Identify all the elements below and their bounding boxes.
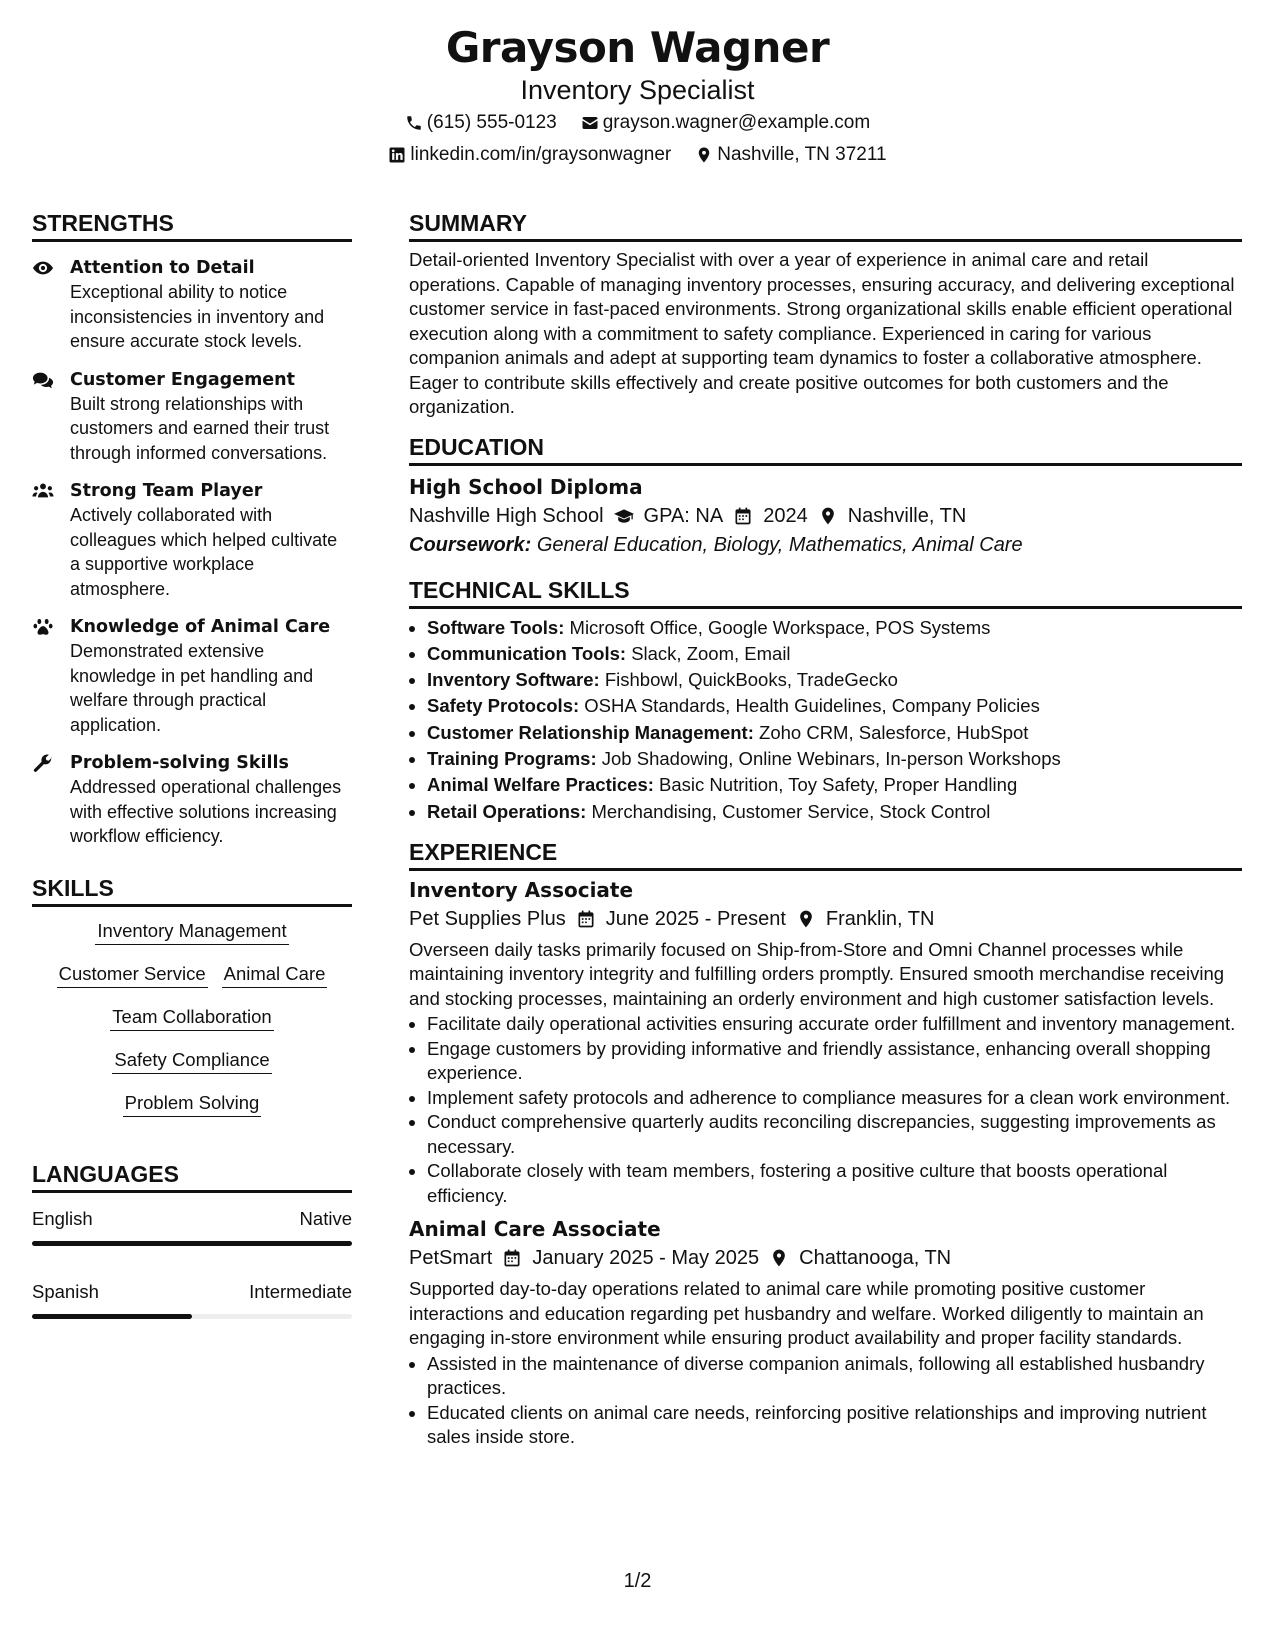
skill-label: Retail Operations:	[427, 800, 587, 822]
list-item	[427, 641, 1242, 667]
coursework-line	[409, 531, 1242, 559]
map-pin-icon	[796, 909, 816, 929]
skill-tag: Team Collaboration	[110, 1005, 273, 1031]
proficiency-fill	[32, 1241, 352, 1246]
strengths-heading: STRENGTHS	[32, 208, 352, 242]
list-item	[427, 746, 1242, 772]
strength-desc: Addressed operational challenges with effective solutions increasing workflow efficiency.	[70, 777, 342, 846]
list-item	[427, 693, 1242, 719]
job-title: Animal Care Associate	[409, 1217, 661, 1242]
strength-item	[32, 615, 352, 737]
location-text: Nashville, TN 37211	[717, 144, 887, 165]
email-contact[interactable]	[581, 108, 870, 138]
language-level: Native	[299, 1207, 352, 1229]
language-item	[32, 1280, 352, 1319]
skill-value: Microsoft Office, Google Workspace, POS Systems	[569, 616, 991, 638]
map-pin-icon	[695, 146, 713, 164]
job-location: Chattanooga, TN	[799, 1247, 952, 1270]
coursework-label: Coursework:	[409, 533, 532, 556]
job-summary: Supported day-to-day operations related to animal care while promoting positive customer interactions and education regarding pet husbandry and welfare. Worked diligently to maintain an engaging in-store environment while ensuring product availability and proper facility standards.	[409, 1278, 1204, 1349]
job-meta	[409, 904, 1242, 934]
candidate-title: Inventory Specialist	[520, 75, 755, 105]
strength-title: Strong Team Player	[70, 481, 263, 501]
skill-tag: Problem Solving	[123, 1091, 262, 1117]
language-level: Intermediate	[249, 1280, 352, 1302]
paw-icon	[32, 615, 70, 737]
gpa-text: GPA: NA	[643, 504, 724, 527]
graduation-year: 2024	[763, 504, 808, 527]
proficiency-bar	[32, 1241, 352, 1246]
technical-skills-list	[409, 615, 1242, 825]
company-name: Pet Supplies Plus	[409, 907, 566, 930]
linkedin-contact[interactable]	[388, 140, 671, 170]
calendar-icon	[576, 909, 596, 929]
job-entry	[409, 877, 1242, 1209]
skill-label: Safety Protocols:	[427, 695, 580, 717]
language-item	[32, 1207, 352, 1246]
skill-label: Software Tools:	[427, 616, 565, 638]
strength-item	[32, 368, 352, 466]
phone-contact[interactable]	[405, 108, 557, 138]
comments-icon	[32, 368, 70, 466]
job-bullets	[409, 1012, 1242, 1208]
proficiency-fill	[32, 1314, 192, 1319]
list-item	[427, 772, 1242, 798]
technical-skills-heading: TECHNICAL SKILLS	[409, 575, 1242, 609]
list-item	[427, 667, 1242, 693]
job-summary: Overseen daily tasks primarily focused on Ship-from-Store and Omni Channel processes while maintaining inventory integrity and fulfilling orders promptly. Ensured smooth merchandise receiving and stocking processes, maintaining an orderly environment and high customer satisfaction levels.	[409, 938, 1225, 1009]
skill-value: Fishbowl, QuickBooks, TradeGecko	[604, 669, 898, 691]
skill-value: OSHA Standards, Health Guidelines, Company Policies	[584, 695, 1040, 717]
eye-icon	[32, 256, 70, 354]
page-number: 1/2	[623, 1570, 652, 1592]
education-meta	[409, 501, 1242, 531]
left-column	[32, 208, 352, 1319]
job-meta	[409, 1243, 1242, 1273]
candidate-name: Grayson Wagner	[445, 23, 830, 72]
skill-value: Zoho CRM, Salesforce, HubSpot	[759, 721, 1029, 743]
skill-value: Job Shadowing, Online Webinars, In-person Workshops	[601, 747, 1061, 769]
email-text: grayson.wagner@example.com	[602, 112, 871, 133]
users-icon	[32, 479, 70, 601]
proficiency-bar	[32, 1314, 352, 1319]
strength-title: Attention to Detail	[70, 258, 255, 278]
language-name: Spanish	[32, 1280, 99, 1302]
calendar-icon	[733, 506, 753, 526]
strength-item	[32, 479, 352, 601]
education-heading: EDUCATION	[409, 432, 1242, 466]
skill-label: Communication Tools:	[427, 642, 627, 664]
summary-text: Detail-oriented Inventory Specialist with over a year of experience in animal care and retail operations. Capable of managing inventory processes, ensuring accuracy, and delivering exceptional customer service in fast-paced environments. Strong organizational skills enable efficient operational execution along with a commitment to safety compliance. Experienced in caring for various companion animals and adept at supporting team dynamics to foster a collaborative atmosphere. Eager to contribute skills effectively and create positive outcomes for both customers and the organization.	[409, 249, 1235, 417]
linkedin-text: linkedin.com/in/graysonwagner	[410, 144, 672, 165]
job-location: Franklin, TN	[825, 907, 935, 930]
strength-title: Problem-solving Skills	[70, 753, 289, 773]
strength-desc: Built strong relationships with customers and earned their trust through informed conversations.	[70, 393, 330, 463]
calendar-icon	[502, 1248, 522, 1268]
job-dates: June 2025 - Present	[605, 907, 786, 930]
contact-row-2	[0, 140, 1275, 170]
school-name: Nashville High School	[409, 504, 604, 527]
company-name: PetSmart	[409, 1247, 493, 1270]
contact-row-1	[0, 108, 1275, 138]
linkedin-icon	[388, 146, 406, 164]
strength-desc: Demonstrated extensive knowledge in pet handling and welfare through practical application.	[70, 641, 314, 735]
phone-icon	[405, 114, 423, 132]
skills-heading: SKILLS	[32, 873, 352, 907]
skill-label: Inventory Software:	[427, 669, 600, 691]
list-item: • Engage customers by providing informative and friendly assistance, enhancing overall shopping experience.	[427, 1037, 1242, 1086]
skill-value: Basic Nutrition, Toy Safety, Proper Handling	[659, 774, 1018, 796]
list-item: • Facilitate daily operational activities ensuring accurate order fulfillment and inventory management.	[427, 1012, 1242, 1037]
skill-value: Merchandising, Customer Service, Stock Control	[591, 800, 991, 822]
skill-label: Animal Welfare Practices:	[427, 774, 654, 796]
resume-header	[0, 22, 1275, 170]
list-item	[427, 720, 1242, 746]
skill-tag: Inventory Management	[95, 919, 288, 945]
strength-title: Customer Engagement	[70, 369, 296, 390]
job-title: Inventory Associate	[409, 877, 634, 902]
wrench-icon	[32, 751, 70, 849]
strength-item	[32, 256, 352, 354]
envelope-icon	[581, 114, 599, 132]
job-bullets	[409, 1352, 1242, 1450]
skill-tag: Animal Care	[222, 962, 328, 988]
map-pin-icon	[818, 506, 838, 526]
skill-tag: Safety Compliance	[112, 1048, 271, 1074]
coursework-text: General Education, Biology, Mathematics, Animal Care	[536, 533, 1023, 556]
graduation-cap-icon	[614, 506, 634, 526]
phone-text: (615) 555-0123	[426, 112, 557, 133]
languages-heading: LANGUAGES	[32, 1159, 352, 1193]
list-item: • Assisted in the maintenance of diverse companion animals, following all established husbandry practices.	[427, 1352, 1242, 1401]
skill-label: Customer Relationship Management:	[427, 721, 754, 743]
strength-desc: Exceptional ability to notice inconsistencies in inventory and ensure accurate stock levels.	[70, 282, 325, 351]
summary-heading: SUMMARY	[409, 208, 1242, 242]
list-item: • Conduct comprehensive quarterly audits reconciling discrepancies, suggesting improvements as necessary.	[427, 1110, 1242, 1159]
experience-heading: EXPERIENCE	[409, 837, 1242, 871]
skill-label: Training Programs:	[427, 747, 597, 769]
list-item: • Collaborate closely with team members, fostering a positive culture that boosts operational efficiency.	[427, 1159, 1242, 1208]
location-contact	[695, 140, 886, 170]
skills-list	[32, 919, 352, 1117]
map-pin-icon	[769, 1248, 789, 1268]
skill-tag: Customer Service	[57, 962, 208, 988]
language-name: English	[32, 1207, 93, 1229]
strength-item	[32, 751, 352, 849]
list-item	[427, 799, 1242, 825]
strength-title: Knowledge of Animal Care	[70, 617, 331, 637]
job-dates: January 2025 - May 2025	[532, 1247, 760, 1270]
school-location: Nashville, TN	[847, 504, 967, 527]
right-column	[409, 208, 1242, 1450]
list-item: • Educated clients on animal care needs, reinforcing positive relationships and improving nutrient sales inside store.	[427, 1401, 1242, 1450]
strength-desc: Actively collaborated with colleagues which helped cultivate a supportive workplace atmosphere.	[70, 505, 338, 599]
degree-title: High School Diploma	[409, 474, 643, 499]
skill-value: Slack, Zoom, Email	[631, 642, 791, 664]
list-item: • Implement safety protocols and adherence to compliance measures for a clean work environment.	[427, 1086, 1242, 1111]
job-entry	[409, 1216, 1242, 1450]
list-item	[427, 615, 1242, 641]
